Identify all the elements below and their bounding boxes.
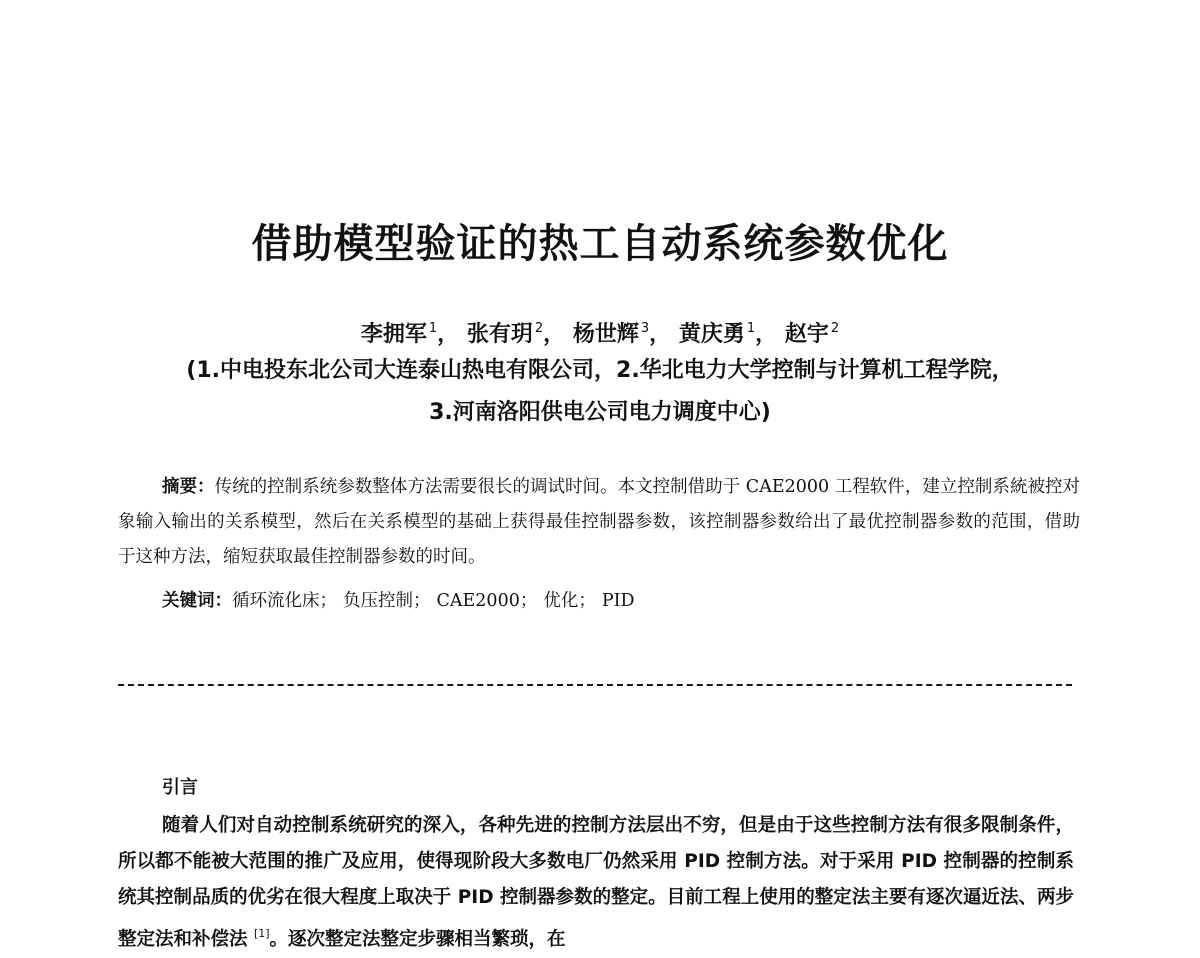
- keyword-separator: ；: [519, 591, 538, 611]
- keyword: 循环流化床: [232, 591, 320, 611]
- keyword: PID: [601, 591, 635, 611]
- keywords: [162, 584, 1080, 619]
- author-affiliation-mark: 1: [428, 321, 438, 336]
- keyword: 负压控制: [343, 591, 413, 611]
- body-paragraph: [118, 808, 1074, 958]
- keyword: CAE2000: [436, 591, 520, 611]
- citation-mark: [1]: [253, 927, 270, 940]
- author-name: 赵宇: [784, 322, 829, 347]
- author-separator: ，: [437, 322, 460, 347]
- paragraph-text: 随着人们对自动控制系统研究的深入，各种先进的控制方法层出不穷，但是由于这些控制方法有很多限制条件，所以都不能被大范围的推广及应用，使得现阶段大多数电厂仍然采用 PID 控制方法。对于采用 PID 控制器的控制系统其控制品质的优劣在很大程度上取决于 PID 控制器参数的整定。目前工程上使用的整定法主要有逐次逼近法、两步整定法和补偿法: [118, 815, 1074, 950]
- keywords-label: 关键词：: [162, 591, 232, 611]
- author-affiliation-mark: 1: [746, 321, 756, 336]
- keyword: 优化: [543, 591, 579, 611]
- paper-title: 借助模型验证的热工自动系统参数优化: [251, 221, 949, 267]
- author-affiliation-mark: 2: [534, 321, 544, 336]
- keyword-separator: ；: [319, 591, 337, 611]
- abstract-text: 传统的控制系统参数整体方法需要很长的调试时间。本文控制借助于 CAE2000 工程软件，建立控制系統被控对象输入输出的关系模型，然后在关系模型的基础上获得最佳控制器参数，该控制器参数给出了最优控制器参数的范围，借助于这种方法，缩短获取最佳控制器参数的时间。: [118, 477, 1081, 567]
- keyword-separator: ；: [578, 591, 596, 611]
- author-separator: ，: [649, 322, 672, 347]
- author-separator: ，: [543, 322, 566, 347]
- author-name: 杨世辉: [572, 322, 639, 347]
- author-affiliation-mark: 3: [640, 321, 650, 336]
- affiliation-line-1: (1.中电投东北公司大连泰山热电有限公司，2.华北电力大学控制与计算机工程学院，: [186, 358, 1014, 383]
- author-name: 李拥军: [360, 322, 427, 347]
- author-list: [0, 312, 1200, 352]
- affiliation-line-2: 3.河南洛阳供电公司电力调度中心): [429, 400, 771, 425]
- section-divider: [118, 684, 1072, 689]
- author-separator: ，: [755, 322, 778, 347]
- keyword-separator: ；: [413, 591, 431, 611]
- abstract-label: 摘要：: [162, 477, 215, 497]
- author-name: 张有玥: [466, 322, 533, 347]
- paragraph-text: 。逐次整定法整定步骤相当繁琐，在: [269, 929, 566, 950]
- author-name: 黄庆勇: [678, 322, 745, 347]
- abstract: [118, 470, 1080, 575]
- author-affiliation-mark: 2: [830, 321, 840, 336]
- section-heading: 引言: [162, 777, 198, 798]
